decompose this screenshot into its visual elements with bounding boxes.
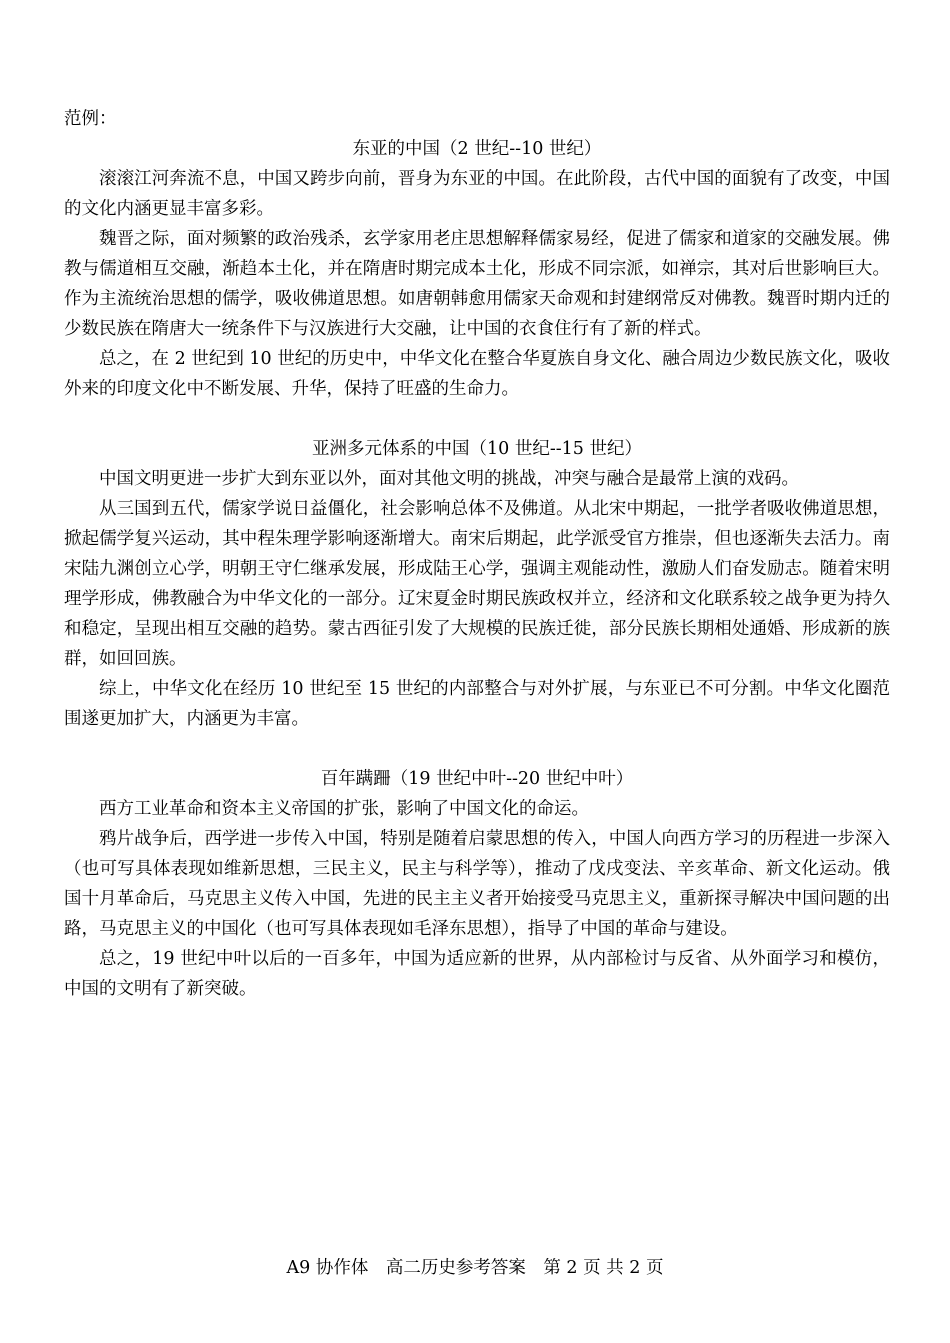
paragraph: 西方工业革命和资本主义帝国的扩张，影响了中国文化的命运。 [99, 799, 589, 819]
section-east-asia [64, 134, 890, 404]
section-century-stumble [64, 764, 890, 1004]
section-title: 东亚的中国（2 世纪--10 世纪） [352, 139, 602, 159]
paragraph: 从三国到五代，儒家学说日益僵化，社会影响总体不及佛道。从北宋中期起，一批学者吸收佛道思想，掀起儒学复兴运动，其中程朱理学影响逐渐增大。南宋后期起，此学派受官方推崇，但也逐渐失去活力。南宋陆九渊创立心学，明朝王守仁继承发展，形成陆王心学，强调主观能动性，激励人们奋发励志。随着宋明理学形成，佛教融合为中华文化的一部分。辽宋夏金时期民族政权并立，经济和文化联系较之战争更为持久和稳定，呈现出相互交融的趋势。蒙古西征引发了大规模的民族迁徙，部分民族长期相处通婚、形成新的族群，如回回族。 [64, 499, 890, 669]
paragraph: 滚滚江河奔流不息，中国又跨步向前，晋身为东亚的中国。在此阶段，古代中国的面貌有了改变，中国的文化内涵更显丰富多彩。 [64, 169, 890, 219]
paragraph: 综上，中华文化在经历 10 世纪至 15 世纪的内部整合与对外扩展，与东亚已不可分割。中华文化圈范围遂更加扩大，内涵更为丰富。 [64, 679, 890, 729]
section-title: 百年蹒跚（19 世纪中叶--20 世纪中叶） [320, 769, 634, 789]
paragraph: 总之，在 2 世纪到 10 世纪的历史中，中华文化在整合华夏族自身文化、融合周边少数民族文化，吸收外来的印度文化中不断发展、升华，保持了旺盛的生命力。 [64, 349, 890, 399]
page-footer: A9 协作体 高二历史参考答案 第 2 页 共 2 页 [286, 1258, 664, 1278]
paragraph: 总之，19 世纪中叶以后的一百多年，中国为适应新的世界，从内部检讨与反省、从外面学习和模仿，中国的文明有了新突破。 [64, 949, 890, 999]
section-asia-pluralistic [64, 434, 890, 734]
paragraph: 中国文明更进一步扩大到东亚以外，面对其他文明的挑战，冲突与融合是最常上演的戏码。 [99, 469, 799, 489]
paragraph: 魏晋之际，面对频繁的政治残杀，玄学家用老庄思想解释儒家易经，促进了儒家和道家的交融发展。佛教与儒道相互交融，渐趋本土化，并在隋唐时期完成本土化，形成不同宗派，如禅宗，其对后世影响巨大。作为主流统治思想的儒学，吸收佛道思想。如唐朝韩愈用儒家天命观和封建纲常反对佛教。魏晋时期内迁的少数民族在隋唐大一统条件下与汉族进行大交融，让中国的衣食住行有了新的样式。 [64, 229, 890, 339]
paragraph: 鸦片战争后，西学进一步传入中国，特别是随着启蒙思想的传入，中国人向西方学习的历程进一步深入（也可写具体表现如维新思想，三民主义，民主与科学等），推动了戊戌变法、辛亥革命、新文化运动。俄国十月革命后，马克思主义传入中国，先进的民主主义者开始接受马克思主义，重新探寻解决中国问题的出路，马克思主义的中国化（也可写具体表现如毛泽东思想），指导了中国的革命与建设。 [64, 829, 890, 939]
document-body [64, 104, 890, 1004]
section-title: 亚洲多元体系的中国（10 世纪--15 世纪） [312, 439, 642, 459]
intro-label: 范例： [64, 109, 117, 129]
